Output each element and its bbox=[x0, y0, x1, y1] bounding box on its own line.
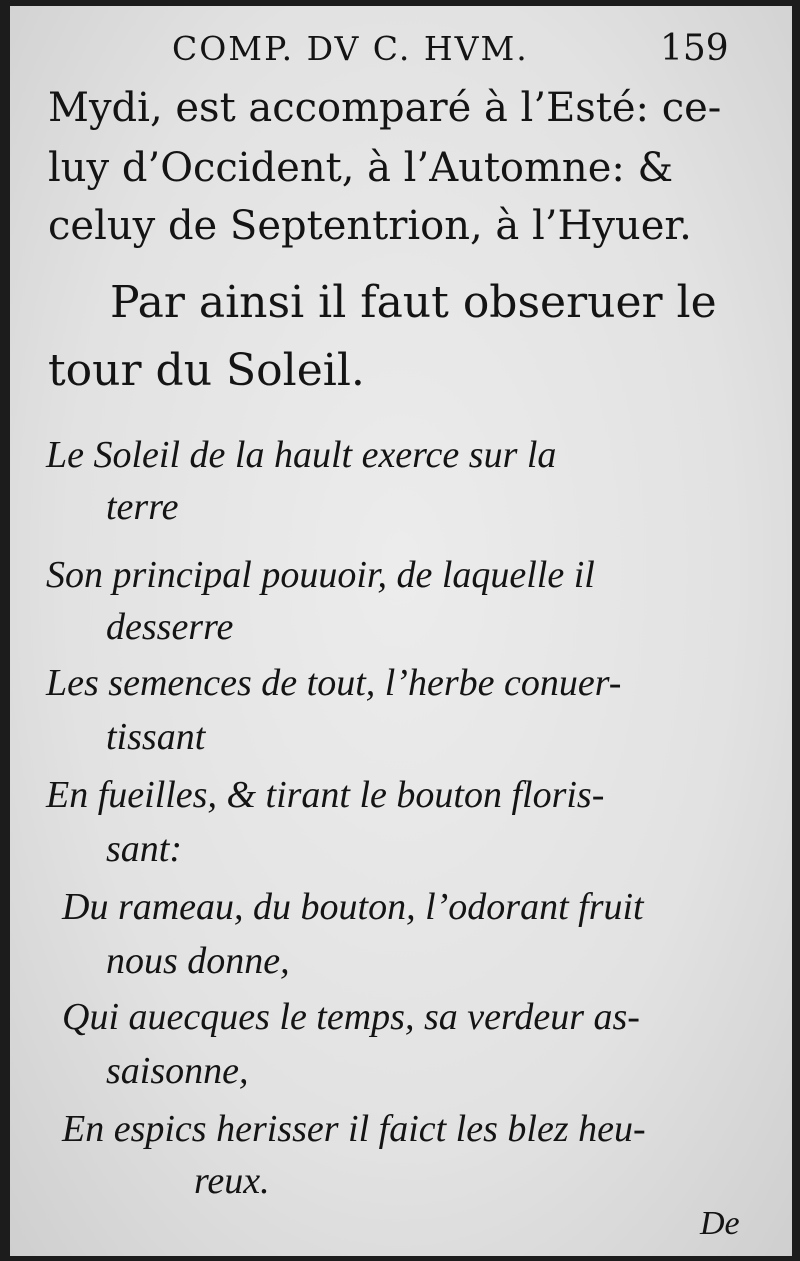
verse-line: sant: bbox=[106, 828, 182, 870]
book-page bbox=[10, 6, 792, 1256]
verse-line: En fueilles, & tirant le bouton floris- bbox=[46, 774, 605, 816]
running-head: COMP. DV C. HVM. bbox=[172, 29, 529, 68]
verse-line: Le Soleil de la hault exerce sur la bbox=[46, 434, 557, 476]
catchword: De bbox=[700, 1205, 740, 1242]
verse-line: saisonne, bbox=[106, 1050, 249, 1092]
verse-line: En espics herisser il faict les blez heu- bbox=[62, 1108, 646, 1150]
verse-line: Son principal pouuoir, de laquelle il bbox=[46, 554, 595, 596]
text-line: celuy de Septentrion, à l’Hyuer. bbox=[48, 203, 692, 249]
verse-line: reux. bbox=[194, 1160, 270, 1202]
page-number: 159 bbox=[660, 28, 729, 69]
verse-line: nous donne, bbox=[106, 940, 290, 982]
verse-line: desserre bbox=[106, 606, 234, 648]
section-heading: Par ainsi il faut obseruer le bbox=[110, 277, 717, 328]
verse-line: tissant bbox=[106, 716, 206, 758]
verse-line: terre bbox=[106, 486, 179, 528]
page-header bbox=[10, 24, 792, 74]
verse-line: Les semences de tout, l’herbe conuer- bbox=[46, 662, 622, 704]
text-line: luy d’Occident, à l’Automne: & bbox=[48, 145, 674, 191]
section-heading: tour du Soleil. bbox=[48, 345, 365, 396]
text-line: Mydi, est accomparé à l’Esté: ce- bbox=[48, 85, 722, 131]
verse-line: Qui auecques le temps, sa verdeur as- bbox=[62, 996, 640, 1038]
verse-line: Du rameau, du bouton, l’odorant fruit bbox=[62, 886, 644, 928]
